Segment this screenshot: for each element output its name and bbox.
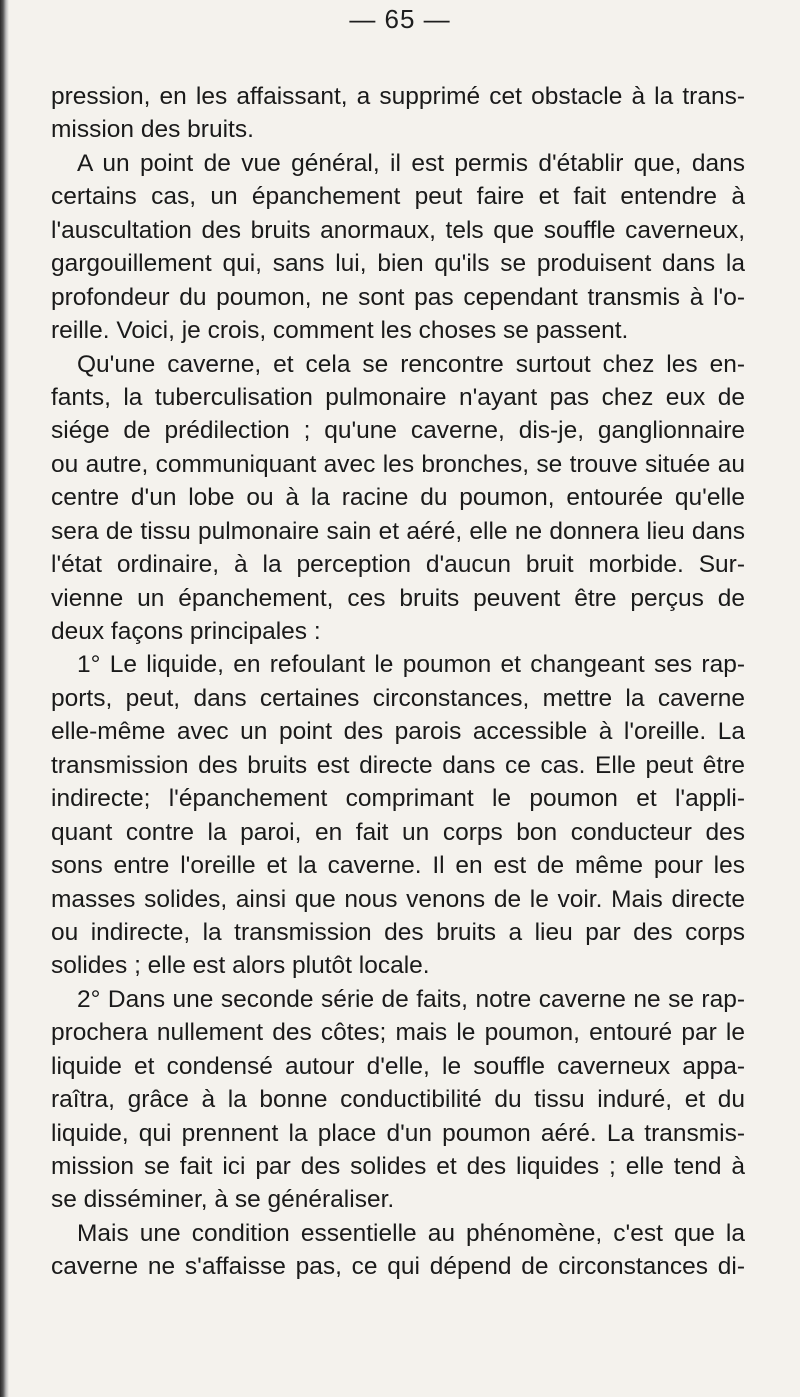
text-line: fants, la tuberculisation pulmonaire n'ayant pas chez eux de bbox=[51, 383, 745, 411]
text-line: indirecte; l'épanchement comprimant le poumon et l'appli- bbox=[51, 785, 745, 813]
text-line: prochera nullement des côtes; mais le poumon, entouré par le bbox=[51, 1019, 745, 1047]
text-line: mission se fait ici par des solides et des liquides ; elle tend à bbox=[51, 1153, 745, 1180]
page-number: — 65 — bbox=[349, 4, 451, 34]
text-line: mission des bruits. bbox=[51, 116, 254, 144]
text-line: l'état ordinaire, à la perception d'aucun bruit morbide. Sur- bbox=[51, 551, 745, 579]
text-line: l'auscultation des bruits anormaux, tels que souffle caverneux, bbox=[51, 216, 745, 244]
text-line: profondeur du poumon, ne sont pas cependant transmis à l'o- bbox=[51, 283, 745, 311]
body-text bbox=[51, 80, 745, 1284]
text-line: siége de prédilection ; qu'une caverne, dis-je, ganglionnaire bbox=[51, 417, 745, 445]
text-line: se disséminer, à se généraliser. bbox=[51, 1186, 395, 1214]
text-line: ou autre, communiquant avec les bronches, se trouve située au bbox=[51, 450, 745, 478]
text-line: ou indirecte, la transmission des bruits a lieu par des corps bbox=[51, 918, 745, 946]
text-line: pression, en les affaissant, a supprimé cet obstacle à la trans- bbox=[51, 83, 745, 110]
text-line: 2° Dans une seconde série de faits, notre caverne ne se rap- bbox=[77, 985, 745, 1013]
text-line: quant contre la paroi, en fait un corps bon conducteur des bbox=[51, 818, 745, 846]
text-line: certains cas, un épanchement peut faire et fait entendre à bbox=[51, 183, 745, 211]
text-line: centre d'un lobe ou à la racine du poumon, entourée qu'elle bbox=[51, 484, 745, 512]
text-line: masses solides, ainsi que nous venons de le voir. Mais directe bbox=[51, 885, 745, 913]
text-line: caverne ne s'affaisse pas, ce qui dépend de circonstances di- bbox=[51, 1253, 745, 1281]
text-line: ports, peut, dans certaines circonstances, mettre la caverne bbox=[51, 684, 745, 712]
text-line: sons entre l'oreille et la caverne. Il en est de même pour les bbox=[51, 852, 745, 880]
text-line: Qu'une caverne, et cela se rencontre surtout chez les en- bbox=[77, 350, 745, 378]
text-line: liquide et condensé autour d'elle, le souffle caverneux appa- bbox=[51, 1052, 745, 1080]
text-line: gargouillement qui, sans lui, bien qu'ils se produisent dans la bbox=[51, 250, 745, 278]
text-line: liquide, qui prennent la place d'un poumon aéré. La transmis- bbox=[51, 1119, 745, 1147]
text-line: vienne un épanchement, ces bruits peuvent être perçus de bbox=[51, 584, 745, 612]
text-line: raîtra, grâce à la bonne conductibilité du tissu induré, et du bbox=[51, 1086, 745, 1114]
text-line: 1° Le liquide, en refoulant le poumon et changeant ses rap- bbox=[77, 651, 745, 679]
text-line: A un point de vue général, il est permis d'établir que, dans bbox=[77, 149, 745, 177]
text-line: deux façons principales : bbox=[51, 618, 321, 645]
page-binding-edge bbox=[0, 0, 9, 1397]
text-line: Mais une condition essentielle au phénomène, c'est que la bbox=[77, 1219, 745, 1247]
text-line: elle-même avec un point des parois accessible à l'oreille. La bbox=[51, 718, 745, 746]
text-line: sera de tissu pulmonaire sain et aéré, elle ne donnera lieu dans bbox=[51, 517, 745, 545]
text-line: reille. Voici, je crois, comment les choses se passent. bbox=[51, 317, 629, 345]
text-line: solides ; elle est alors plutôt locale. bbox=[51, 952, 430, 980]
text-line: transmission des bruits est directe dans ce cas. Elle peut être bbox=[51, 751, 745, 779]
